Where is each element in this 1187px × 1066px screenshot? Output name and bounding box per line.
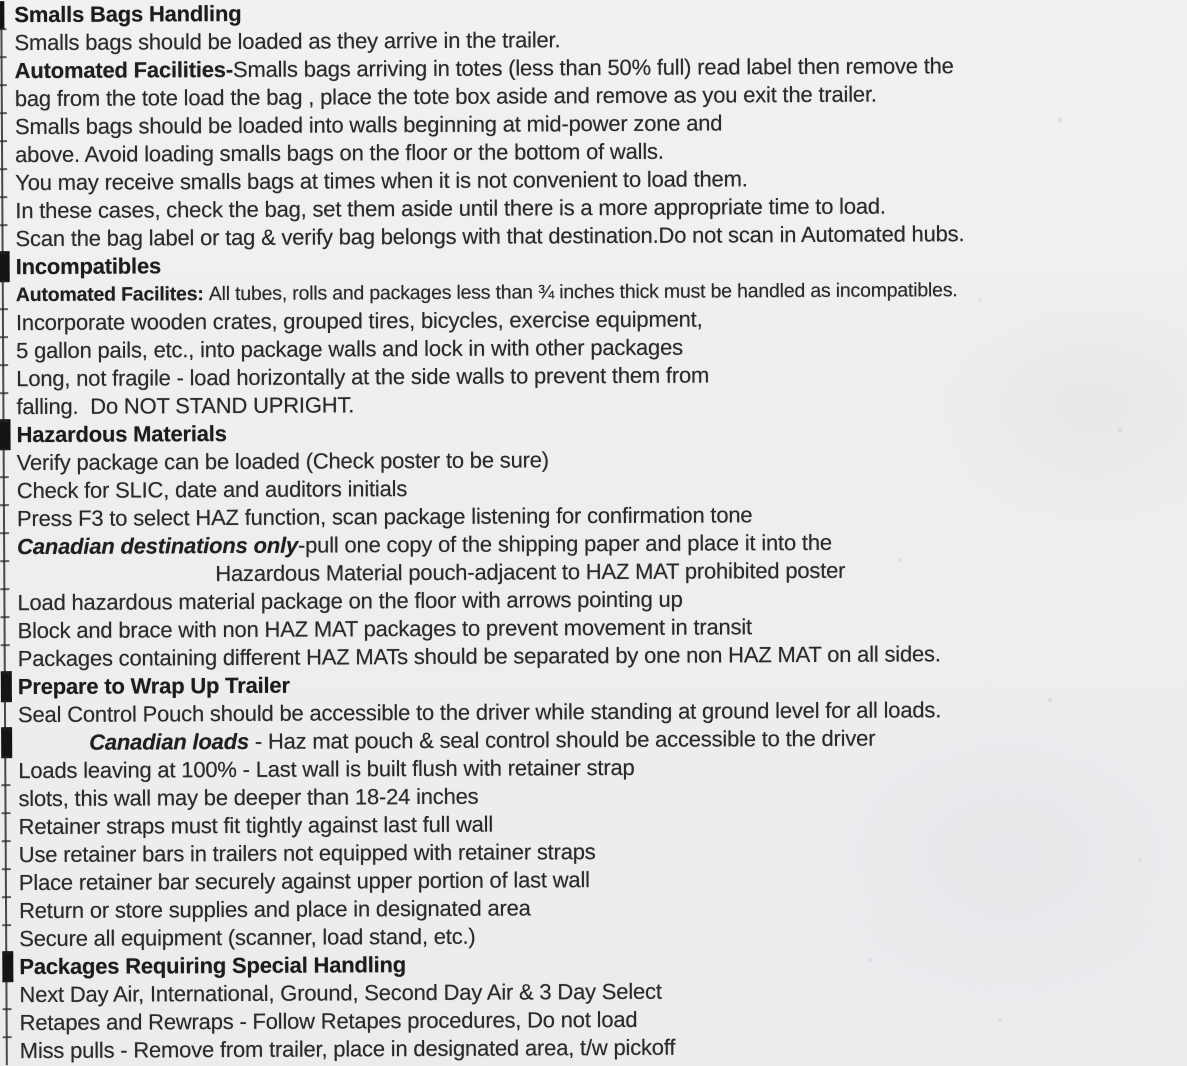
heading-text: Prepare to Wrap Up Trailer: [17, 672, 290, 700]
row-marker: [0, 1, 4, 29]
line-text: Smalls bags should be loaded into walls beginning at mid-power zone and: [14, 110, 723, 140]
line-text: Next Day Air, International, Ground, Second Day Air & 3 Day Select: [19, 978, 662, 1008]
line-text: Load hazardous material package on the floor with arrows pointing up: [17, 586, 683, 616]
line-text: Smalls bags should be loaded as they arrive in the trailer.: [14, 27, 561, 56]
doc-line: [3, 1031, 1187, 1065]
line-text: Press F3 to select HAZ function, scan package listening for confirmation tone: [16, 502, 753, 532]
bold-run: Automated Facilites:: [15, 283, 209, 307]
line-text: Block and brace with non HAZ MAT packages to prevent movement in transit: [17, 614, 753, 644]
line-text: above. Avoid loading smalls bags on the floor or the bottom of walls.: [15, 138, 664, 168]
line-text: bag from the tote load the bag , place the tote box aside and remove as you exit the trailer.: [14, 81, 877, 112]
line-text: All tubes, rolls and packages less than ¾ inches thick must be handled as incompatibles.: [208, 279, 958, 306]
line-text: Place retainer bar securely against upper portion of last wall: [18, 867, 590, 896]
line-text: Retainer straps must fit tightly against last full wall: [18, 811, 494, 840]
line-text: Packages containing different HAZ MATs should be separated by one non HAZ MAT on all sides.: [17, 641, 941, 672]
line-text: Incorporate wooden crates, grouped tires, bicycles, exercise equipment,: [15, 306, 703, 336]
line-text: In these cases, check the bag, set them aside until there is a more appropriate time to load.: [15, 193, 886, 224]
line-text: -pull one copy of the shipping paper and place it into the: [297, 529, 832, 558]
line-text: Long, not fragile - load horizontally at the side walls to prevent them from: [16, 362, 710, 392]
line-text: Return or store supplies and place in designated area: [18, 895, 531, 924]
row-marker: [0, 419, 11, 450]
row-marker: [1, 727, 12, 758]
row-marker: [1, 671, 12, 702]
line-text: Secure all equipment (scanner, load stand, etc.): [19, 923, 476, 952]
line-text: Retapes and Rewraps - Follow Retapes procedures, Do not load: [19, 1006, 638, 1036]
line-text: 5 gallon pails, etc., into package walls and lock in with other packages: [16, 334, 683, 364]
heading-text: Packages Requiring Special Handling: [19, 952, 407, 980]
bold-italic-run: Canadian loads: [89, 728, 250, 755]
line-text: Scan the bag label or tag & verify bag belongs with that destination.Do not scan in Automated hubs.: [15, 221, 965, 252]
line-text: Check for SLIC, date and auditors initials: [16, 476, 408, 504]
line-text: Loads leaving at 100% - Last wall is built flush with retainer strap: [18, 754, 635, 784]
bold-run: Automated Facilities-: [14, 56, 234, 84]
row-marker: [0, 251, 10, 282]
line-text: Verify package can be loaded (Check poster to be sure): [16, 447, 549, 476]
line-text: - Haz mat pouch & seal control should be accessible to the driver: [248, 725, 876, 754]
heading-text: Hazardous Materials: [16, 421, 227, 448]
heading-text: Incompatibles: [15, 253, 162, 280]
line-text: Use retainer bars in trailers not equipped with retainer straps: [18, 839, 596, 868]
line-text: slots, this wall may be deeper than 18-24 inches: [18, 783, 479, 812]
line-text: Smalls bags arriving in totes (less than 50% full) read label then remove the: [232, 53, 954, 82]
line-text: falling. Do NOT STAND UPRIGHT.: [16, 392, 355, 420]
bold-italic-run: Canadian destinations only: [17, 532, 299, 560]
line-text: Hazardous Material pouch-adjacent to HAZ MAT prohibited poster: [215, 557, 846, 587]
line-text: Seal Control Pouch should be accessible to the driver while standing at ground level for all loads.: [17, 697, 942, 728]
line-text: You may receive smalls bags at times when it is not convenient to load them.: [15, 166, 748, 196]
row-marker: [2, 951, 13, 982]
heading-text: Smalls Bags Handling: [14, 0, 242, 28]
line-text: Miss pulls - Remove from trailer, place in designated area, t/w pickoff: [19, 1034, 676, 1064]
